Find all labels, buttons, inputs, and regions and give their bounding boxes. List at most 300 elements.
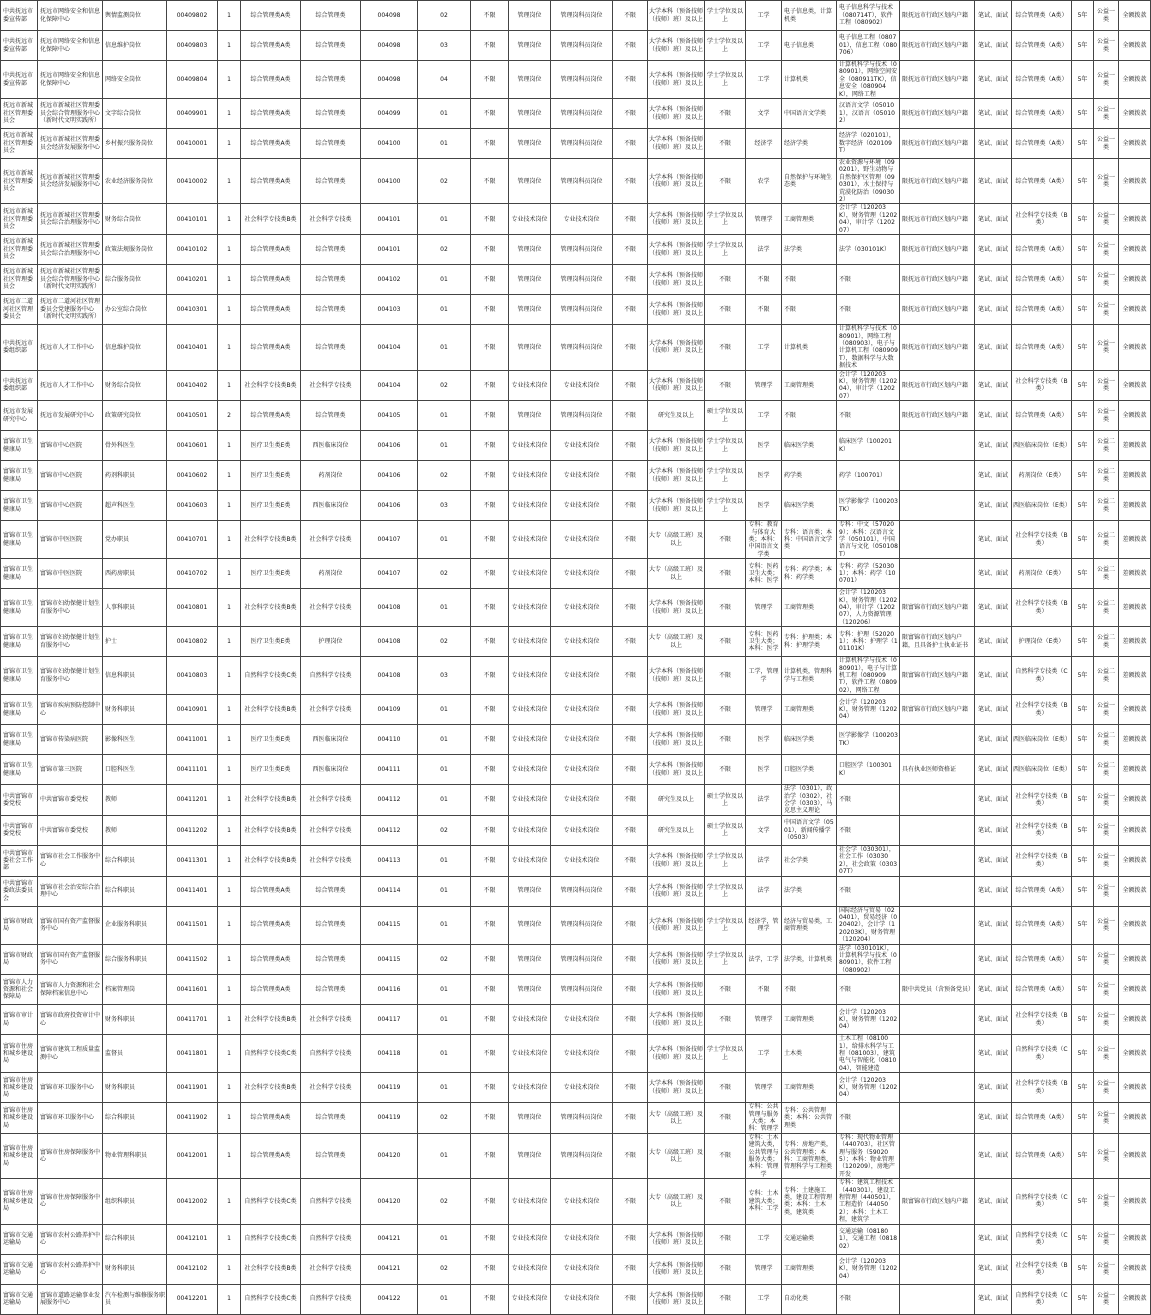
cell-service-period: 5年: [1072, 589, 1094, 627]
cell-exam-method: 笔试、面试: [975, 31, 1012, 61]
cell-exam-method: 笔试、面试: [975, 815, 1012, 845]
cell-exam-type: 药剂岗位（E类）: [1012, 559, 1072, 589]
cell-position-type: 管理岗位: [509, 944, 551, 975]
cell-headcount: 1: [218, 235, 241, 265]
cell-education: 大学本科（预备技师（技师）班）及以上: [648, 491, 705, 521]
cell-unit-nature: 公益一类: [1094, 370, 1119, 401]
cell-position-code: 00410501: [167, 401, 218, 431]
cell-other-requirements: [900, 725, 975, 755]
cell-age-requirement: 不限: [471, 695, 509, 725]
cell-unit-nature: 公益一类: [1094, 944, 1119, 975]
cell-exam-type: 综合管理类（A类）: [1012, 265, 1072, 295]
cell-gender: 不限: [613, 235, 648, 265]
cell-position-seq: 02: [418, 1179, 471, 1224]
cell-exam-category: 综合管理类A类: [241, 944, 301, 975]
cell-other-requirements: 限抚远市行政区划内户籍: [900, 235, 975, 265]
cell-position-code: 00412201: [167, 1284, 218, 1314]
cell-service-period: 5年: [1072, 1224, 1094, 1254]
cell-unit-code: 004118: [361, 1035, 418, 1073]
cell-gender: 不限: [613, 1179, 648, 1224]
cell-education: 大学本科（预备技师（技师）班）及以上: [648, 235, 705, 265]
cell-unit-code: 004101: [361, 204, 418, 235]
table-row: [1, 370, 1151, 401]
cell-discipline-category: 法学: [746, 785, 782, 816]
cell-major-category: 中国语言文学（0501），新闻传播学（0503）: [782, 815, 837, 845]
cell-exam-subject: 自然科学专技类: [301, 1284, 361, 1314]
cell-unit-code: 004120: [361, 1133, 418, 1178]
cell-degree: 不限: [705, 1103, 746, 1134]
cell-funding-type: 全额拨款: [1119, 1133, 1151, 1178]
cell-discipline-category: 管理学: [746, 1254, 782, 1284]
cell-exam-subject: 综合管理类: [301, 1133, 361, 1178]
cell-position-name: 政策法规服务岗位: [103, 235, 167, 265]
cell-position-type: 专业技术岗位: [509, 1224, 551, 1254]
table-row: [1, 657, 1151, 695]
cell-funding-type: 全额拨款: [1119, 1284, 1151, 1314]
cell-exam-type: 西医临床岗位（E类）: [1012, 725, 1072, 755]
cell-unit-code: 004114: [361, 876, 418, 906]
cell-exam-type: 护理岗位（E类）: [1012, 627, 1072, 657]
cell-major: 社会学（030301），社会工作（030302），社会政策（030307T）: [837, 845, 900, 876]
cell-unit-code: 004119: [361, 1103, 418, 1134]
cell-degree: 不限: [705, 1005, 746, 1035]
cell-position-name: 农业经济服务岗位: [103, 159, 167, 204]
cell-position-code: 00411901: [167, 1073, 218, 1103]
cell-funding-type: 差额拨款: [1119, 725, 1151, 755]
cell-education: 大专（高级工班）及以上: [648, 1103, 705, 1134]
cell-department: 富锦市交通运输局: [1, 1224, 38, 1254]
cell-position-code: 00409803: [167, 31, 218, 61]
table-row: [1, 1073, 1151, 1103]
cell-funding-type: 全额拨款: [1119, 845, 1151, 876]
cell-position-type: 专业技术岗位: [509, 431, 551, 461]
cell-service-period: 5年: [1072, 295, 1094, 325]
cell-exam-method: 笔试、面试: [975, 876, 1012, 906]
cell-exam-subject: 综合管理类: [301, 265, 361, 295]
cell-education: 大学本科（预备技师（技师）班）及以上: [648, 204, 705, 235]
cell-funding-type: 全额拨款: [1119, 401, 1151, 431]
cell-exam-method: 笔试、面试: [975, 657, 1012, 695]
cell-education: 研究生及以上: [648, 401, 705, 431]
cell-headcount: 1: [218, 1005, 241, 1035]
cell-education: 大学本科（预备技师（技师）班）及以上: [648, 876, 705, 906]
cell-unit-nature: 公益二类: [1094, 521, 1119, 559]
cell-position-type: 管理岗位: [509, 31, 551, 61]
cell-department: 富锦市卫生健康局: [1, 431, 38, 461]
cell-department: 富锦市交通运输局: [1, 1254, 38, 1284]
cell-degree: 学士学位及以上: [705, 61, 746, 99]
cell-age-requirement: 不限: [471, 1103, 509, 1134]
cell-discipline-category: 医学: [746, 461, 782, 491]
cell-exam-method: 笔试、面试: [975, 325, 1012, 370]
table-row: [1, 725, 1151, 755]
cell-gender: 不限: [613, 876, 648, 906]
cell-education: 大学本科（预备技师（技师）班）及以上: [648, 1005, 705, 1035]
cell-major: 会计学（120203K），财务管理（120204）: [837, 1005, 900, 1035]
cell-gender: 不限: [613, 99, 648, 129]
cell-discipline-category: 管理学: [746, 695, 782, 725]
cell-exam-type: 社会科学专技类（B类）: [1012, 845, 1072, 876]
cell-unit-nature: 公益一类: [1094, 129, 1119, 159]
cell-exam-category: 自然科学专技类C类: [241, 1224, 301, 1254]
cell-discipline-category: 管理学: [746, 589, 782, 627]
cell-unit-nature: 公益一类: [1094, 975, 1119, 1005]
cell-exam-subject: 西医临床岗位: [301, 725, 361, 755]
cell-exam-subject: 社会科学专技类: [301, 785, 361, 816]
cell-position-type: 管理岗位: [509, 1133, 551, 1178]
cell-service-period: 5年: [1072, 755, 1094, 785]
cell-unit: 富锦市妇幼保健计划生育服务中心: [38, 589, 103, 627]
cell-education: 大学本科（预备技师（技师）班）及以上: [648, 61, 705, 99]
cell-position-seq: 01: [418, 204, 471, 235]
cell-unit: 富锦市建筑工程质量监测中心: [38, 1035, 103, 1073]
cell-position-code: 00411502: [167, 944, 218, 975]
cell-position-level: 专业技术岗位: [551, 695, 613, 725]
cell-other-requirements: 限抚远市行政区划内户籍: [900, 129, 975, 159]
cell-discipline-category: 法学，工学: [746, 944, 782, 975]
cell-exam-method: 笔试、面试: [975, 559, 1012, 589]
cell-position-type: 专业技术岗位: [509, 370, 551, 401]
cell-exam-method: 笔试、面试: [975, 589, 1012, 627]
cell-headcount: 1: [218, 695, 241, 725]
cell-position-code: 00412102: [167, 1254, 218, 1284]
cell-education: 大专（高级工班）及以上: [648, 559, 705, 589]
cell-position-type: 专业技术岗位: [509, 815, 551, 845]
cell-position-code: 00410702: [167, 559, 218, 589]
cell-position-level: 专业技术岗位: [551, 845, 613, 876]
cell-other-requirements: [900, 1035, 975, 1073]
cell-unit-code: 004112: [361, 785, 418, 816]
cell-funding-type: 全额拨款: [1119, 159, 1151, 204]
cell-education: 大学本科（预备技师（技师）班）及以上: [648, 129, 705, 159]
cell-position-code: 00411001: [167, 725, 218, 755]
cell-degree: 学士学位及以上: [705, 235, 746, 265]
cell-exam-subject: 药剂岗位: [301, 559, 361, 589]
cell-major-category: 交通运输类: [782, 1224, 837, 1254]
cell-position-type: 专业技术岗位: [509, 755, 551, 785]
cell-major: 不限: [837, 1284, 900, 1314]
cell-major-category: 专科：土建施工类，建设工程管理类；本科：土木类，建筑类: [782, 1179, 837, 1224]
cell-position-seq: 02: [418, 1254, 471, 1284]
cell-discipline-category: 工学: [746, 31, 782, 61]
cell-headcount: 1: [218, 755, 241, 785]
cell-major-category: 经济学类: [782, 129, 837, 159]
cell-major: 药学（100701）: [837, 461, 900, 491]
cell-department: 中共富锦市委政法委员会: [1, 876, 38, 906]
cell-position-name: 财务综合岗位: [103, 204, 167, 235]
cell-major-category: 工商管理类: [782, 695, 837, 725]
cell-major-category: 专科：药学类；本科：药学类: [782, 559, 837, 589]
cell-service-period: 5年: [1072, 815, 1094, 845]
cell-position-level: 专业技术岗位: [551, 785, 613, 816]
cell-other-requirements: 限富锦市行政区划内户籍: [900, 589, 975, 627]
cell-major: 专科：建筑工程技术（440301），建设工程管理（440501），工程造价（440502）；本科：土木工程，建筑学: [837, 1179, 900, 1224]
table-row: [1, 589, 1151, 627]
cell-position-level: 专业技术岗位: [551, 1224, 613, 1254]
cell-other-requirements: [900, 521, 975, 559]
cell-major: 汉语言文学（050101），汉语言（050102）: [837, 99, 900, 129]
cell-headcount: 1: [218, 1284, 241, 1314]
cell-discipline-category: 工学: [746, 61, 782, 99]
cell-funding-type: 差额拨款: [1119, 589, 1151, 627]
cell-age-requirement: 不限: [471, 1005, 509, 1035]
cell-major-category: 工商管理类: [782, 1073, 837, 1103]
cell-funding-type: 差额拨款: [1119, 491, 1151, 521]
cell-position-type: 专业技术岗位: [509, 204, 551, 235]
cell-unit: 中共富锦市委党校: [38, 785, 103, 816]
cell-unit-nature: 公益二类: [1094, 657, 1119, 695]
cell-major: 不限: [837, 975, 900, 1005]
cell-position-type: 专业技术岗位: [509, 1284, 551, 1314]
cell-department: 抚远市新城社区管理委员会: [1, 129, 38, 159]
cell-position-level: 专业技术岗位: [551, 521, 613, 559]
cell-unit: 抚远市新城社区管理委员会综合治理服务中心: [38, 204, 103, 235]
cell-unit-nature: 公益二类: [1094, 431, 1119, 461]
cell-age-requirement: 不限: [471, 31, 509, 61]
cell-unit-nature: 公益一类: [1094, 906, 1119, 944]
cell-exam-subject: 西医临床岗位: [301, 755, 361, 785]
cell-exam-category: 社会科学专技类B类: [241, 815, 301, 845]
cell-service-period: 5年: [1072, 785, 1094, 816]
cell-exam-type: 综合管理类（A类）: [1012, 31, 1072, 61]
cell-unit: 富锦市中医医院: [38, 521, 103, 559]
cell-exam-subject: 社会科学专技类: [301, 1254, 361, 1284]
cell-position-code: 00411301: [167, 845, 218, 876]
cell-position-level: 管理岗科员岗位: [551, 1, 613, 31]
cell-position-code: 00412101: [167, 1224, 218, 1254]
cell-exam-method: 笔试、面试: [975, 1, 1012, 31]
cell-degree: 不限: [705, 1254, 746, 1284]
cell-education: 大学本科（预备技师（技师）班）及以上: [648, 725, 705, 755]
cell-position-type: 管理岗位: [509, 325, 551, 370]
cell-headcount: 1: [218, 295, 241, 325]
cell-exam-subject: 自然科学专技类: [301, 657, 361, 695]
cell-service-period: 5年: [1072, 235, 1094, 265]
cell-major: 医学影像学（100203TK）: [837, 491, 900, 521]
cell-service-period: 5年: [1072, 31, 1094, 61]
cell-unit-code: 004102: [361, 265, 418, 295]
cell-major: 口腔医学（100301K）: [837, 755, 900, 785]
cell-position-level: 管理岗科员岗位: [551, 975, 613, 1005]
cell-age-requirement: 不限: [471, 370, 509, 401]
cell-unit-nature: 公益一类: [1094, 401, 1119, 431]
cell-exam-type: 综合管理类（A类）: [1012, 61, 1072, 99]
cell-exam-method: 笔试、面试: [975, 755, 1012, 785]
cell-position-type: 管理岗位: [509, 61, 551, 99]
cell-degree: 不限: [705, 695, 746, 725]
cell-degree: 学士学位及以上: [705, 944, 746, 975]
cell-education: 大学本科（预备技师（技师）班）及以上: [648, 461, 705, 491]
cell-service-period: 5年: [1072, 61, 1094, 99]
cell-major-category: 不限: [782, 975, 837, 1005]
cell-position-code: 00411201: [167, 785, 218, 816]
cell-service-period: 5年: [1072, 876, 1094, 906]
cell-position-level: 专业技术岗位: [551, 815, 613, 845]
cell-department: 富锦市财政局: [1, 944, 38, 975]
cell-exam-category: 医疗卫生类E类: [241, 627, 301, 657]
cell-age-requirement: 不限: [471, 204, 509, 235]
cell-major: 会计学（120203K），财务管理（120204）: [837, 695, 900, 725]
cell-department: 富锦市卫生健康局: [1, 521, 38, 559]
cell-unit-nature: 公益一类: [1094, 235, 1119, 265]
cell-position-code: 00411101: [167, 755, 218, 785]
cell-major: 计算机科学与技术（080901），网络工程（080903），电子与计算机工程（080909T），数据科学与大数据技术: [837, 325, 900, 370]
cell-exam-category: 综合管理类A类: [241, 295, 301, 325]
cell-position-code: 00411601: [167, 975, 218, 1005]
cell-position-type: 管理岗位: [509, 401, 551, 431]
cell-funding-type: 差额拨款: [1119, 559, 1151, 589]
cell-education: 大专（高级工班）及以上: [648, 1133, 705, 1178]
cell-position-seq: 02: [418, 370, 471, 401]
cell-position-level: 管理岗科员岗位: [551, 401, 613, 431]
cell-other-requirements: 限抚远市行政区划内户籍: [900, 325, 975, 370]
cell-age-requirement: 不限: [471, 657, 509, 695]
cell-degree: 不限: [705, 1224, 746, 1254]
cell-exam-category: 综合管理类A类: [241, 325, 301, 370]
cell-exam-method: 笔试、面试: [975, 627, 1012, 657]
cell-service-period: 5年: [1072, 370, 1094, 401]
cell-age-requirement: 不限: [471, 755, 509, 785]
cell-position-seq: 01: [418, 1005, 471, 1035]
cell-position-level: 专业技术岗位: [551, 1073, 613, 1103]
cell-position-level: 管理岗科员岗位: [551, 1103, 613, 1134]
cell-exam-type: 综合管理类（A类）: [1012, 401, 1072, 431]
cell-headcount: 1: [218, 431, 241, 461]
cell-age-requirement: 不限: [471, 461, 509, 491]
cell-major: 临床医学（100201K）: [837, 431, 900, 461]
cell-department: 富锦市住房和城乡建设局: [1, 1035, 38, 1073]
cell-major-category: 专科：语言类；本科：中国语言文学类: [782, 521, 837, 559]
cell-age-requirement: 不限: [471, 975, 509, 1005]
cell-other-requirements: [900, 1103, 975, 1134]
cell-exam-subject: 社会科学专技类: [301, 521, 361, 559]
cell-position-name: 汽车检测与维修服务职员: [103, 1284, 167, 1314]
cell-gender: 不限: [613, 431, 648, 461]
cell-funding-type: 全额拨款: [1119, 876, 1151, 906]
cell-exam-type: 药剂岗位（E类）: [1012, 461, 1072, 491]
cell-exam-subject: 西医临床岗位: [301, 431, 361, 461]
cell-major: 不限: [837, 1103, 900, 1134]
cell-major-category: 工商管理类: [782, 1005, 837, 1035]
cell-position-seq: 01: [418, 755, 471, 785]
cell-position-type: 专业技术岗位: [509, 785, 551, 816]
cell-exam-subject: 综合管理类: [301, 1, 361, 31]
cell-discipline-category: 专科：公共管理与服务大类；本科：管理学: [746, 1103, 782, 1134]
cell-exam-category: 综合管理类A类: [241, 61, 301, 99]
cell-department: 富锦市卫生健康局: [1, 491, 38, 521]
cell-degree: 不限: [705, 295, 746, 325]
cell-education: 大专（高级工班）及以上: [648, 1179, 705, 1224]
cell-position-code: 00410901: [167, 695, 218, 725]
cell-position-code: 00409901: [167, 99, 218, 129]
cell-unit-code: 004100: [361, 129, 418, 159]
cell-major-category: 专科：公共管理类；本科：公共管理类: [782, 1103, 837, 1134]
cell-exam-category: 社会科学专技类B类: [241, 1254, 301, 1284]
cell-unit-code: 004120: [361, 1179, 418, 1224]
cell-degree: 学士学位及以上: [705, 906, 746, 944]
cell-education: 大学本科（预备技师（技师）班）及以上: [648, 1035, 705, 1073]
cell-exam-category: 综合管理类A类: [241, 265, 301, 295]
cell-headcount: 1: [218, 1179, 241, 1224]
cell-position-name: 教师: [103, 785, 167, 816]
cell-unit-nature: 公益二类: [1094, 589, 1119, 627]
cell-department: 富锦市卫生健康局: [1, 695, 38, 725]
table-row: [1, 845, 1151, 876]
cell-position-name: 超声科医生: [103, 491, 167, 521]
cell-unit-code: 004115: [361, 944, 418, 975]
cell-major: 土木工程（081001），给排水科学与工程（081003），建筑电气与智能化（081004），智能建造: [837, 1035, 900, 1073]
cell-department: 富锦市住房和城乡建设局: [1, 1073, 38, 1103]
cell-unit: 富锦市社会工作服务中心: [38, 845, 103, 876]
cell-exam-category: 自然科学专技类C类: [241, 1284, 301, 1314]
cell-age-requirement: 不限: [471, 265, 509, 295]
cell-funding-type: 差额拨款: [1119, 627, 1151, 657]
cell-position-type: 管理岗位: [509, 1103, 551, 1134]
cell-service-period: 5年: [1072, 657, 1094, 695]
cell-headcount: 1: [218, 1, 241, 31]
cell-exam-subject: 自然科学专技类: [301, 1035, 361, 1073]
cell-gender: 不限: [613, 1, 648, 31]
cell-gender: 不限: [613, 1103, 648, 1134]
table-row: [1, 944, 1151, 975]
cell-degree: 学士学位及以上: [705, 204, 746, 235]
cell-other-requirements: [900, 1254, 975, 1284]
cell-gender: 不限: [613, 129, 648, 159]
cell-age-requirement: 不限: [471, 589, 509, 627]
cell-major-category: 药学类: [782, 461, 837, 491]
cell-headcount: 1: [218, 325, 241, 370]
cell-exam-category: 医疗卫生类E类: [241, 755, 301, 785]
cell-position-level: 管理岗科员岗位: [551, 159, 613, 204]
cell-exam-type: 综合管理类（A类）: [1012, 325, 1072, 370]
cell-service-period: 5年: [1072, 204, 1094, 235]
cell-unit: 抚远市人才工作中心: [38, 370, 103, 401]
cell-unit: 抚远市发展研究中心: [38, 401, 103, 431]
cell-position-code: 00410001: [167, 129, 218, 159]
cell-position-level: 专业技术岗位: [551, 461, 613, 491]
cell-major-category: 专科：房地产类，公共管理类；本科：工商管理类，管理科学与工程类: [782, 1133, 837, 1178]
cell-position-level: 专业技术岗位: [551, 725, 613, 755]
cell-position-type: 管理岗位: [509, 99, 551, 129]
cell-funding-type: 差额拨款: [1119, 461, 1151, 491]
cell-age-requirement: 不限: [471, 1073, 509, 1103]
cell-unit: 富锦市第三医院: [38, 755, 103, 785]
cell-exam-subject: 社会科学专技类: [301, 1005, 361, 1035]
cell-headcount: 1: [218, 1224, 241, 1254]
cell-position-name: 人事科职员: [103, 589, 167, 627]
cell-position-seq: 04: [418, 61, 471, 99]
cell-unit-code: 004106: [361, 491, 418, 521]
cell-position-seq: 02: [418, 1103, 471, 1134]
cell-discipline-category: 工学: [746, 1035, 782, 1073]
cell-age-requirement: 不限: [471, 235, 509, 265]
cell-exam-subject: 社会科学专技类: [301, 204, 361, 235]
cell-discipline-category: 文学: [746, 99, 782, 129]
cell-gender: 不限: [613, 725, 648, 755]
cell-position-seq: 02: [418, 627, 471, 657]
cell-position-seq: 01: [418, 431, 471, 461]
table-row: [1, 265, 1151, 295]
cell-education: 大学本科（预备技师（技师）班）及以上: [648, 295, 705, 325]
cell-unit-code: 004099: [361, 99, 418, 129]
cell-exam-type: 社会科学专技类（B类）: [1012, 521, 1072, 559]
cell-position-level: 管理岗科员岗位: [551, 61, 613, 99]
cell-headcount: 1: [218, 1133, 241, 1178]
cell-discipline-category: 法学: [746, 845, 782, 876]
cell-position-type: 专业技术岗位: [509, 627, 551, 657]
cell-gender: 不限: [613, 906, 648, 944]
cell-age-requirement: 不限: [471, 491, 509, 521]
